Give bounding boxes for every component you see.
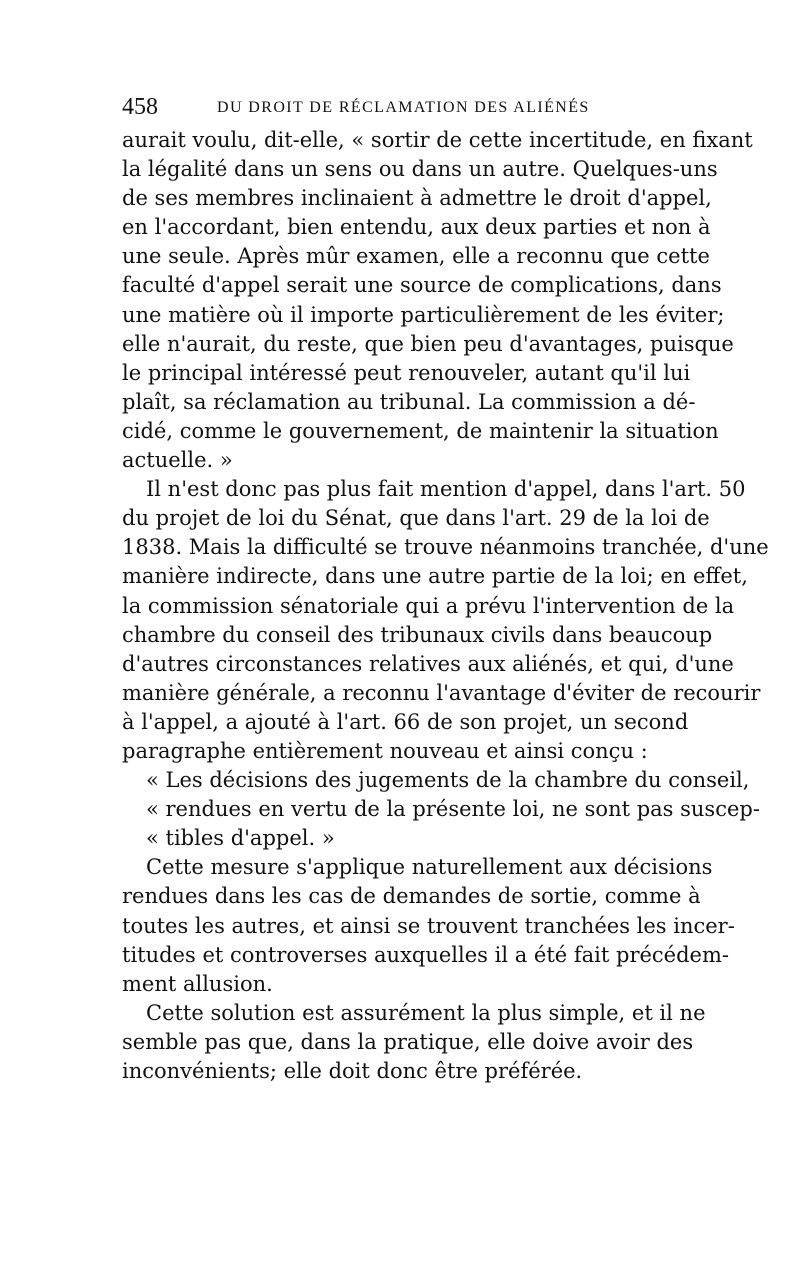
quote-line: « rendues en vertu de la présente loi, ne sont pas suscep- bbox=[146, 797, 760, 822]
text-line: de ses membres inclinaient à admettre le droit d'appel, bbox=[122, 186, 712, 211]
text-line: titudes et controverses auxquelles il a été fait précédem- bbox=[122, 942, 729, 967]
text-line: semble pas que, dans la pratique, elle doive avoir des bbox=[122, 1029, 694, 1054]
text-line: à l'appel, a ajouté à l'art. 66 de son projet, un second bbox=[122, 709, 689, 734]
text-line: inconvénients; elle doit donc être préférée. bbox=[122, 1059, 583, 1083]
quote-line: « Les décisions des jugements de la chambre du conseil, bbox=[146, 768, 750, 793]
running-head: DU DROIT DE RÉCLAMATION DES ALIÉNÉS bbox=[217, 99, 590, 116]
text-line: le principal intéressé peut renouveler, autant qu'il lui bbox=[122, 360, 691, 385]
text-line: manière générale, a reconnu l'avantage d'éviter de recourir bbox=[122, 680, 761, 705]
text-line: rendues dans les cas de demandes de sortie, comme à bbox=[122, 884, 701, 909]
text-line: du projet de loi du Sénat, que dans l'art. 29 de la loi de bbox=[122, 506, 710, 531]
text-line: faculté d'appel serait une source de complications, dans bbox=[122, 273, 722, 298]
text-line: en l'accordant, bien entendu, aux deux parties et non à bbox=[122, 215, 711, 240]
text-line: Il n'est donc pas plus fait mention d'appel, dans l'art. 50 bbox=[146, 477, 746, 502]
text-line: une matière où il importe particulièrement de les éviter; bbox=[122, 302, 725, 327]
text-line: paragraphe entièrement nouveau et ainsi conçu : bbox=[122, 738, 648, 763]
text-line: la légalité dans un sens ou dans un autre. Quelques-uns bbox=[122, 157, 718, 182]
page-number: 458 bbox=[122, 94, 158, 120]
text-line: cidé, comme le gouvernement, de maintenir la situation bbox=[122, 418, 719, 443]
text-line: aurait voulu, dit-elle, « sortir de cette incertitude, en fixant bbox=[122, 128, 753, 152]
quote-line: « tibles d'appel. » bbox=[146, 826, 335, 851]
page-header bbox=[122, 92, 682, 122]
body-text bbox=[122, 126, 769, 1086]
text-line: chambre du conseil des tribunaux civils dans beaucoup bbox=[122, 622, 713, 647]
text-line: Cette mesure s'applique naturellement aux décisions bbox=[146, 855, 713, 880]
text-line: Cette solution est assurément la plus simple, et il ne bbox=[146, 1000, 706, 1025]
text-line: ment allusion. bbox=[122, 971, 273, 996]
text-line: elle n'aurait, du reste, que bien peu d'avantages, puisque bbox=[122, 331, 734, 356]
text-line: plaît, sa réclamation au tribunal. La commission a dé- bbox=[122, 389, 696, 414]
text-line: toutes les autres, et ainsi se trouvent tranchées les incer- bbox=[122, 913, 735, 938]
text-line: d'autres circonstances relatives aux aliénés, et qui, d'une bbox=[122, 651, 734, 676]
text-line: la commission sénatoriale qui a prévu l'intervention de la bbox=[122, 593, 735, 618]
text-line: actuelle. » bbox=[122, 448, 233, 473]
text-line: 1838. Mais la difficulté se trouve néanmoins tranchée, d'une bbox=[122, 535, 769, 560]
text-line: manière indirecte, dans une autre partie de la loi; en effet, bbox=[122, 564, 748, 589]
text-line: une seule. Après mûr examen, elle a reconnu que cette bbox=[122, 244, 710, 269]
